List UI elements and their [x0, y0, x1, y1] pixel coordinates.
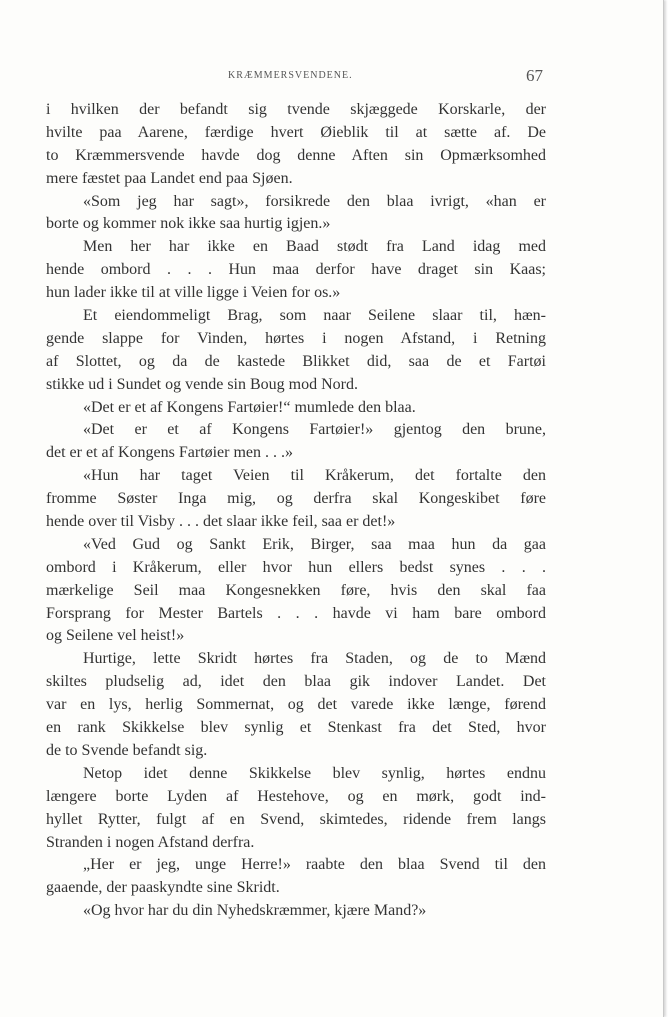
- text-line: hende ombord . . . Hun maa derfor have draget sin Kaas;: [46, 261, 546, 279]
- text-line: og Seilene vel heist!»: [46, 627, 185, 645]
- text-line: ombord i Kråkerum, eller hvor hun ellers bedst synes . . .: [46, 558, 546, 576]
- text-line: Forsprang for Mester Bartels . . . havde vi ham bare ombord: [46, 604, 546, 622]
- text-line: skiltes pludselig ad, idet den blaa gik indover Landet. Det: [46, 673, 546, 691]
- text-line: «Det er et af Kongens Fartøier!» gjentog den brune,: [83, 421, 546, 439]
- text-line: hvilte paa Aarene, færdige hvert Øieblik til at sætte af. De: [46, 123, 546, 141]
- text-line: hende over til Visby . . . det slaar ikke feil, saa er det!»: [46, 513, 396, 531]
- text-line: «Ved Gud og Sankt Erik, Birger, saa maa hun da gaa: [83, 535, 546, 553]
- text-line: af Slottet, og da de kastede Blikket did, saa de et Fartøi: [46, 352, 546, 370]
- text-line: «Det er et af Kongens Fartøier!“ mumlede den blaa.: [83, 398, 416, 416]
- text-line: to Kræmmersvende havde dog denne Aften sin Opmærksomhed: [46, 146, 546, 164]
- text-line: Hurtige, lette Skridt hørtes fra Staden, og de to Mænd: [83, 650, 546, 668]
- text-line: stikke ud i Sundet og vende sin Boug mod Nord.: [46, 375, 358, 393]
- text-line: «Som jeg har sagt», forsikrede den blaa ivrigt, «han er: [83, 192, 546, 210]
- text-line: borte og kommer nok ikke saa hurtig igjen.»: [46, 215, 331, 233]
- body-text: [46, 99, 546, 923]
- text-line: fromme Søster Inga mig, og derfra skal Kongeskibet føre: [46, 490, 546, 508]
- text-line: en rank Skikkelse blev synlig et Stenkast fra det Sted, hvor: [46, 719, 546, 737]
- text-line: længere borte Lyden af Hestehove, og en mørk, godt ind-: [46, 787, 546, 805]
- text-line: i hvilken der befandt sig tvende skjæggede Korskarle, der: [46, 101, 546, 118]
- running-title: KRÆMMERSVENDENE.: [228, 70, 353, 81]
- text-line: mere fæstet paa Landet end paa Sjøen.: [46, 169, 293, 187]
- text-line: „Her er jeg, unge Herre!» raabte den blaa Svend til den: [83, 856, 546, 874]
- text-line: de to Svende befandt sig.: [46, 741, 208, 759]
- text-line: det er et af Kongens Fartøier men . . .»: [46, 444, 294, 462]
- text-line: gaaende, der paaskyndte sine Skridt.: [46, 879, 280, 897]
- text-line: var en lys, herlig Sommernat, og det varede ikke længe, førend: [46, 696, 546, 714]
- text-line: mærkelige Seil maa Kongesnekken føre, hvis den skal faa: [46, 581, 546, 599]
- text-line: Stranden i nogen Afstand derfra.: [46, 833, 255, 851]
- text-line: «Og hvor har du din Nyhedskræmmer, kjære Mand?»: [83, 902, 427, 920]
- text-line: gende slappe for Vinden, hørtes i nogen Afstand, i Retning: [46, 329, 546, 347]
- text-line: hyllet Rytter, fulgt af en Svend, skimtedes, ridende frem langs: [46, 810, 546, 828]
- text-line: Et eiendommeligt Brag, som naar Seilene slaar til, hæn-: [83, 307, 546, 325]
- text-line: «Hun har taget Veien til Kråkerum, det fortalte den: [83, 467, 546, 485]
- text-line: hun lader ikke til at ville ligge i Veien for os.»: [46, 284, 341, 302]
- running-head: [0, 66, 663, 90]
- text-line: Netop idet denne Skikkelse blev synlig, hørtes endnu: [83, 764, 546, 782]
- text-line: Men her har ikke en Baad stødt fra Land idag med: [83, 238, 546, 256]
- page-number: 67: [526, 66, 543, 85]
